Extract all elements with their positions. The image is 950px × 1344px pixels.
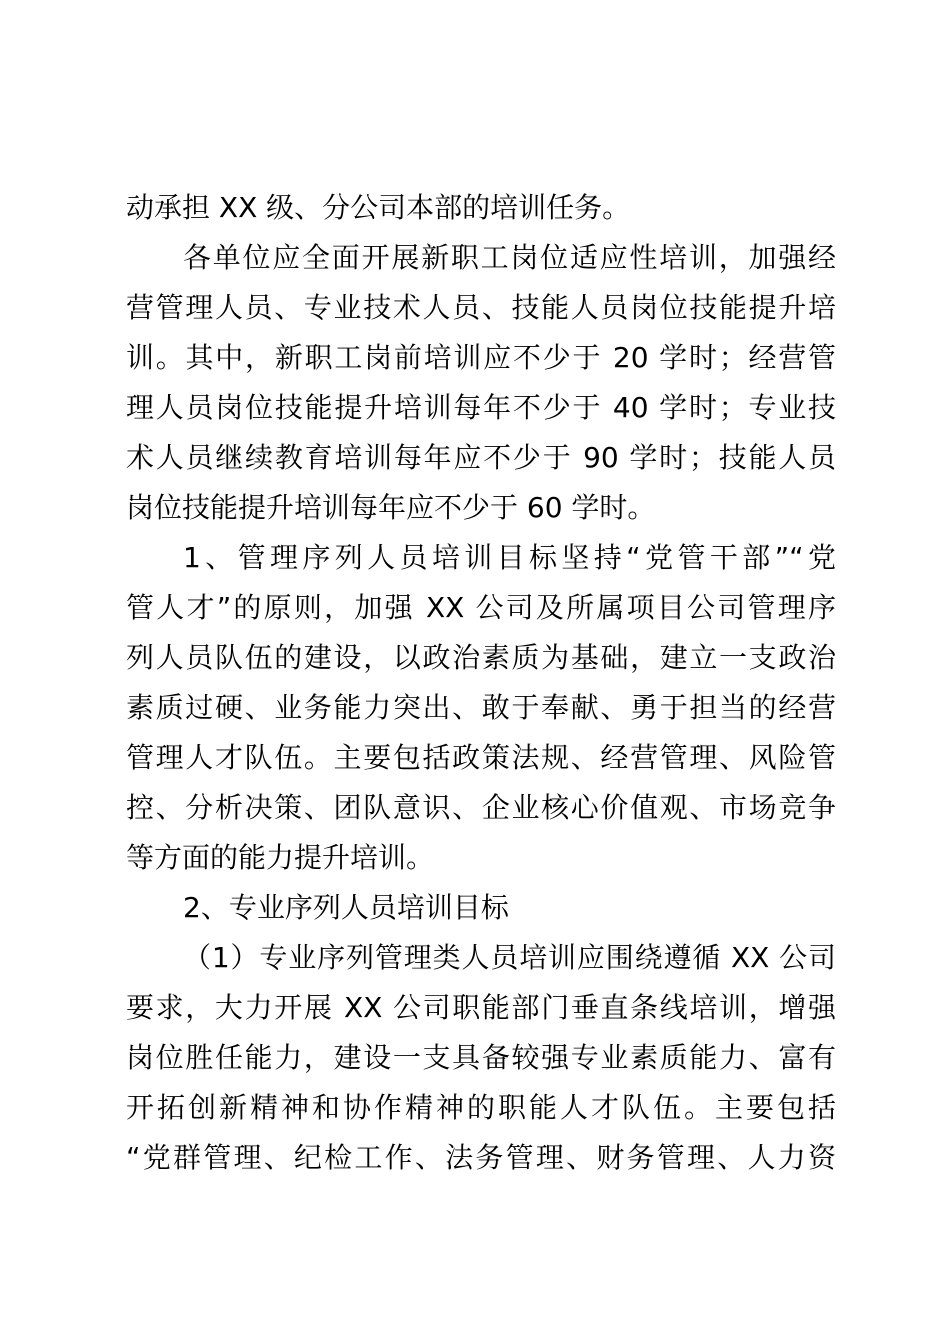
- text-line: 营管理人员、专业技术人员、技能人员岗位技能提升培: [126, 291, 836, 324]
- text-line: 动承担 XX 级、分公司本部的培训任务。: [126, 191, 631, 224]
- text-line: 要求，大力开展 XX 公司职能部门垂直条线培训，增强: [126, 991, 836, 1024]
- text-line: 管理人才队伍。主要包括政策法规、经营管理、风险管: [126, 741, 836, 774]
- text-line: 控、分析决策、团队意识、企业核心价值观、市场竞争: [126, 791, 836, 824]
- text-line: （1）专业序列管理类人员培训应围绕遵循 XX 公司: [183, 941, 836, 974]
- text-line: 理人员岗位技能提升培训每年不少于 40 学时；专业技: [126, 391, 836, 424]
- document-body: [126, 183, 836, 1183]
- text-line: 素质过硬、业务能力突出、敢于奉献、勇于担当的经营: [126, 691, 836, 724]
- text-line: 术人员继续教育培训每年应不少于 90 学时；技能人员: [126, 441, 836, 474]
- text-line: 1、管理序列人员培训目标坚持“党管干部”“党: [183, 541, 836, 574]
- text-line: 管人才”的原则，加强 XX 公司及所属项目公司管理序: [126, 591, 836, 624]
- text-line: 2、专业序列人员培训目标: [183, 891, 509, 924]
- text-line: 训。其中，新职工岗前培训应不少于 20 学时；经营管: [126, 341, 836, 374]
- text-line: 岗位技能提升培训每年应不少于 60 学时。: [126, 491, 656, 524]
- text-line: 各单位应全面开展新职工岗位适应性培训，加强经: [183, 241, 836, 274]
- text-line: 开拓创新精神和协作精神的职能人才队伍。主要包括: [126, 1091, 836, 1124]
- text-line: 列人员队伍的建设，以政治素质为基础，建立一支政治: [126, 641, 836, 674]
- text-line: “党群管理、纪检工作、法务管理、财务管理、人力资: [126, 1141, 836, 1174]
- text-line: 岗位胜任能力，建设一支具备较强专业素质能力、富有: [126, 1041, 836, 1074]
- text-line: 等方面的能力提升培训。: [126, 841, 435, 874]
